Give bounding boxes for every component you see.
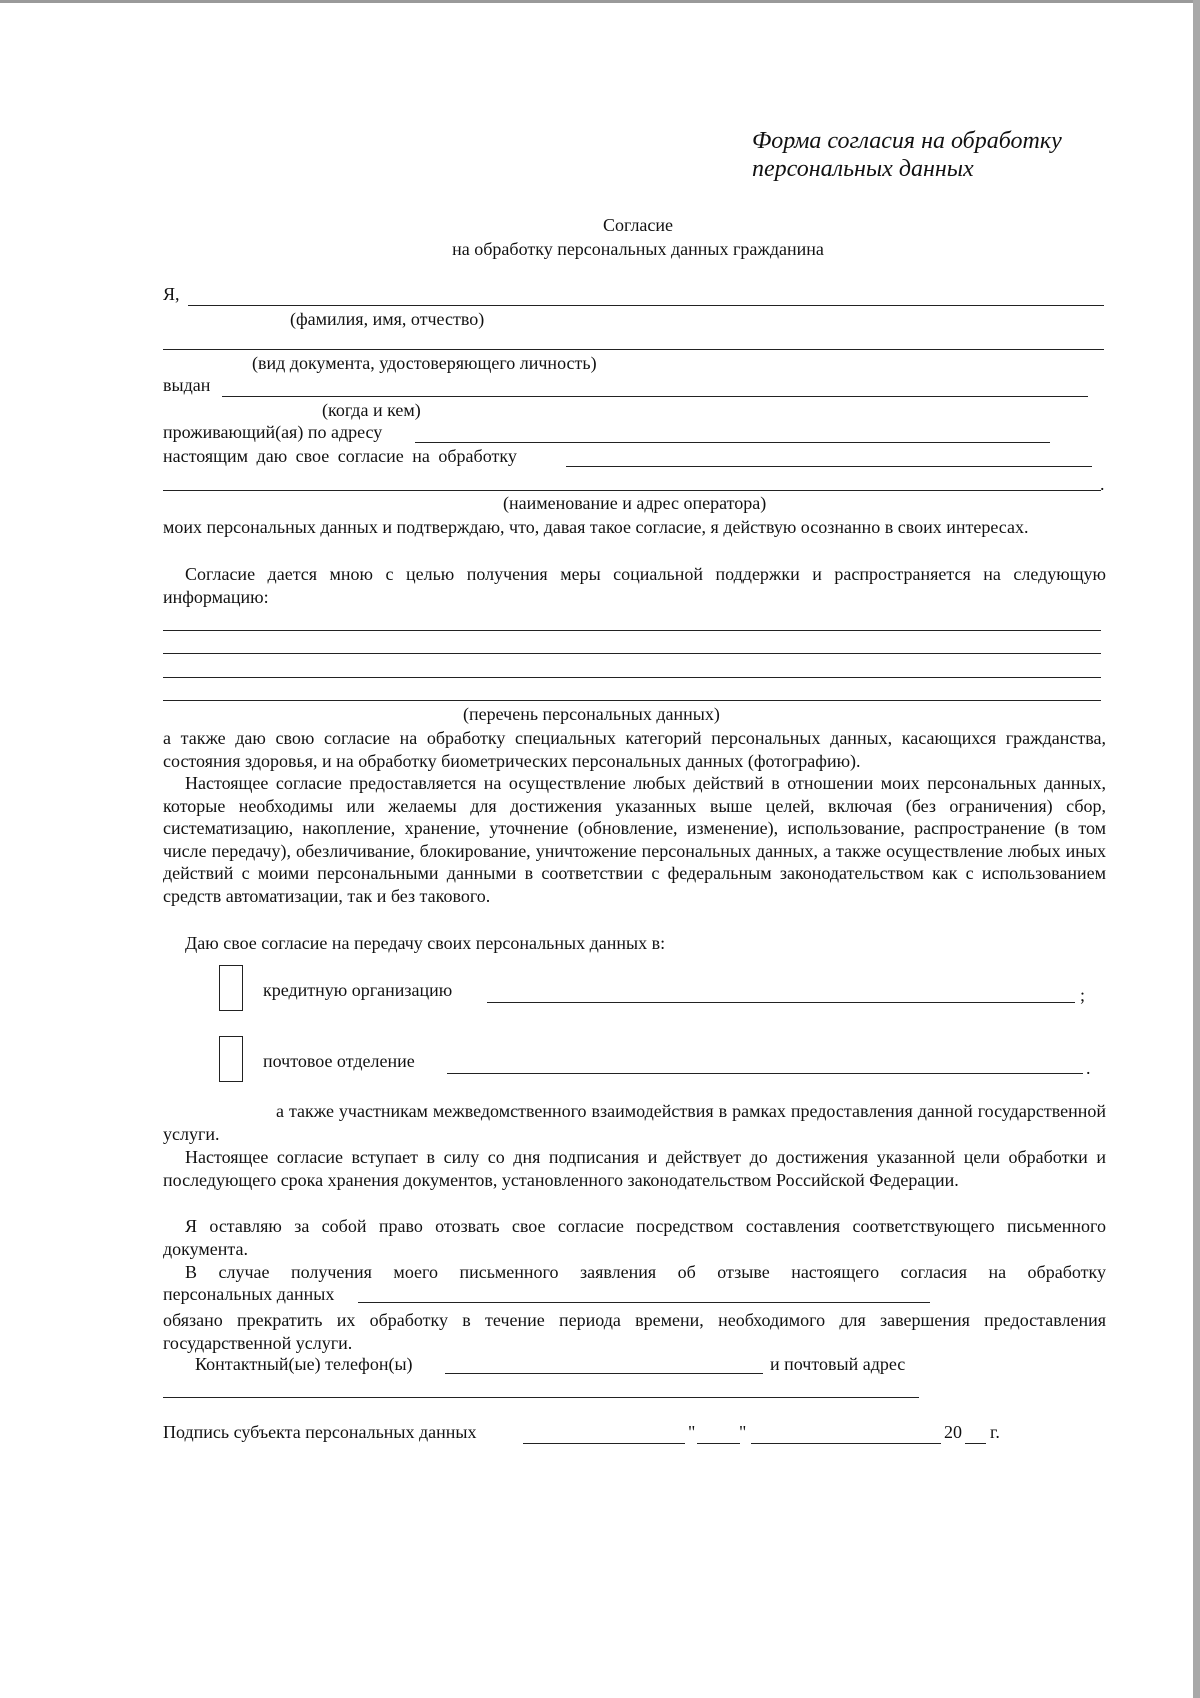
revocation-pd-label: персональных данных	[163, 1284, 335, 1304]
data-list-line-4[interactable]	[163, 700, 1101, 701]
operator-period: .	[1100, 474, 1105, 494]
issued-field[interactable]	[222, 396, 1088, 397]
issued-caption: (когда и кем)	[322, 400, 421, 420]
paragraph-interagency: а также участникам межведомственного взаимодействия в рамках предоставления данной государственной услуги.	[163, 1101, 1106, 1144]
document-caption: (вид документа, удостоверяющего личность)	[252, 353, 597, 373]
contact-phones-field[interactable]	[445, 1373, 763, 1374]
contact-phones-label: Контактный(ые) телефон(ы)	[195, 1354, 413, 1374]
year-field[interactable]	[965, 1443, 986, 1444]
data-list-line-2[interactable]	[163, 653, 1101, 654]
credit-org-end: ;	[1080, 985, 1086, 1005]
post-office-field[interactable]	[447, 1073, 1083, 1074]
post-office-end: .	[1086, 1058, 1091, 1078]
data-list-line-3[interactable]	[163, 677, 1101, 678]
post-office-checkbox[interactable]	[219, 1036, 243, 1082]
paragraph-special-categories: а также даю свою согласие на обработку специальных категорий персональных данных, касающихся гражданства, состояния здоровья, и на обработку биометрических персональных данных (фотографию).	[163, 728, 1106, 771]
paragraph-actions: Настоящее согласие предоставляется на осуществление любых действий в отношении моих персональных данных, которые необходимы или желаемы для достижения указанных выше целей, включая (без ограничения) сбор, систематизацию, накопление, хранение, уточнение (обновление, изменение), использование, распространение (в том числе передачу), обезличивание, блокирование, уничтожение персональных данных, а также осуществление любых иных действий с моими персональными данными в соответствии с федеральным законодательством как с использованием средств автоматизации, так и без такового.	[163, 773, 1106, 906]
operator-field-2[interactable]	[163, 490, 1101, 491]
scan-edge-top	[0, 0, 1200, 3]
fio-field[interactable]	[188, 305, 1104, 306]
year-prefix: 20	[944, 1422, 962, 1442]
revocation-operator-field[interactable]	[358, 1302, 930, 1303]
ya-label: Я,	[163, 284, 180, 304]
signature-label: Подпись субъекта персональных данных	[163, 1422, 477, 1442]
paragraph-transfer: Даю свое согласие на передачу своих персональных данных в:	[185, 933, 666, 953]
address-field[interactable]	[415, 442, 1050, 443]
operator-caption: (наименование и адрес оператора)	[503, 493, 767, 513]
address-label: проживающий(ая) по адресу	[163, 422, 383, 442]
fio-caption: (фамилия, имя, отчество)	[290, 309, 485, 329]
paragraph-purpose: Согласие дается мною с целью получения меры социальной поддержки и распространяется на следующую информацию:	[163, 564, 1106, 607]
document-field[interactable]	[163, 349, 1104, 350]
date-quote-close: "	[739, 1422, 747, 1442]
title-line1: Согласие	[602, 215, 674, 235]
title-line2: на обработку персональных данных гражданина	[452, 239, 824, 259]
date-quote-open: "	[688, 1422, 696, 1442]
data-list-caption: (перечень персональных данных)	[463, 704, 720, 724]
paragraph-validity: Настоящее согласие вступает в силу со дня подписания и действует до достижения указанной цели обработки и последующего срока хранения документов, установленного законодательством Российской Федерации.	[163, 1147, 1106, 1190]
issued-label: выдан	[163, 375, 211, 395]
postal-address-field[interactable]	[163, 1397, 919, 1398]
credit-org-field[interactable]	[487, 1002, 1075, 1003]
paragraph-revocation-case: В случае получения моего письменного заявления об отзыве настоящего согласия на обработку	[185, 1262, 1106, 1282]
postal-address-label: и почтовый адрес	[770, 1354, 906, 1374]
credit-org-label: кредитную организацию	[263, 980, 453, 1000]
paragraph-stop-processing: обязано прекратить их обработку в течение периода времени, необходимого для завершения предоставления государственной услуги.	[163, 1310, 1106, 1353]
form-heading-line2: персональных данных	[752, 156, 974, 182]
data-list-line-1[interactable]	[163, 630, 1101, 631]
paragraph-conscious-consent: моих персональных данных и подтверждаю, что, давая такое согласие, я действую осознанно в своих интересах.	[163, 517, 1029, 537]
date-month-field[interactable]	[751, 1443, 941, 1444]
credit-org-checkbox[interactable]	[219, 965, 243, 1011]
signature-field[interactable]	[523, 1443, 685, 1444]
form-heading-line1: Форма согласия на обработку	[752, 128, 1062, 154]
year-suffix: г.	[990, 1422, 1000, 1442]
post-office-label: почтовое отделение	[263, 1051, 415, 1071]
operator-field-1[interactable]	[566, 466, 1092, 467]
date-day-field[interactable]	[697, 1443, 740, 1444]
consent-to-label: настоящим даю свое согласие на обработку	[163, 446, 517, 466]
paragraph-revoke: Я оставляю за собой право отозвать свое согласие посредством составления соответствующего письменного документа.	[163, 1216, 1106, 1259]
